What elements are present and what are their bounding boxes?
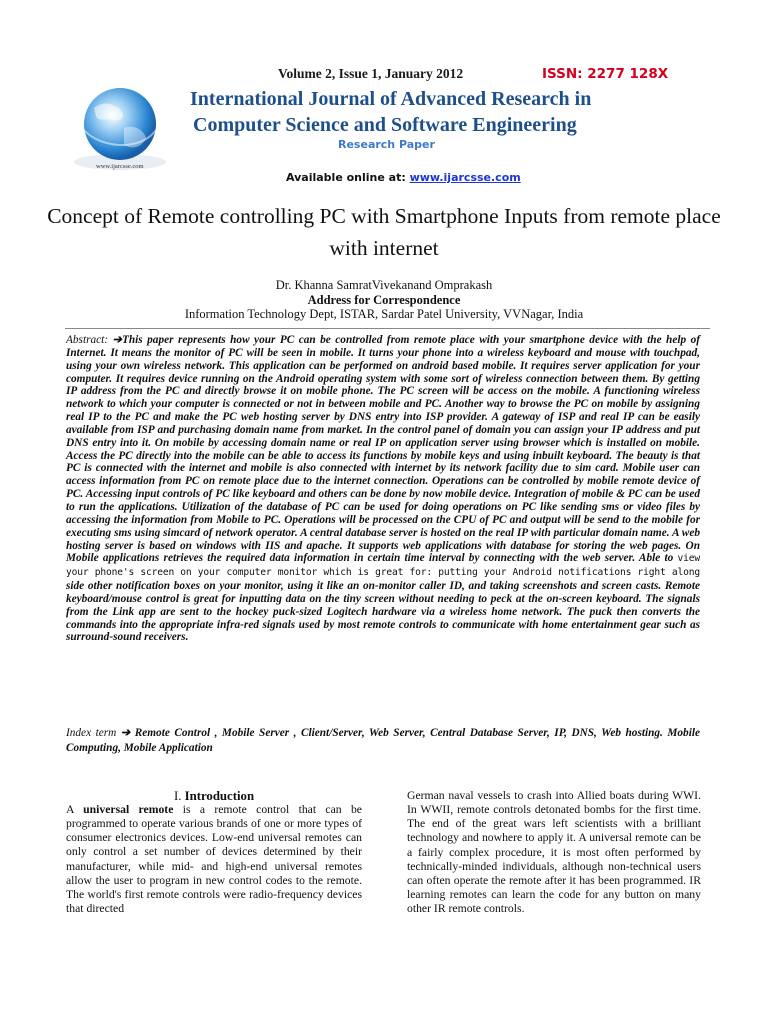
paper-title: Concept of Remote controlling PC with Smartphone Inputs from remote place with internet xyxy=(47,204,721,260)
logo-url-text: www.ijarcsse.com xyxy=(96,163,144,170)
arrow-icon: ➔ xyxy=(112,334,122,346)
issn-label: ISSN: 2277 128X xyxy=(542,66,669,82)
body-column-right xyxy=(407,789,701,916)
available-online-label: Available online at: xyxy=(286,171,410,184)
author-name: Dr. Khanna SamratVivekanand Omprakash xyxy=(275,278,493,292)
body-column-left xyxy=(66,803,362,916)
abstract-label: Abstract: xyxy=(66,334,113,346)
abstract-text-handwritten: view your phone's screen on your computer monitor which is great for: putting your Android notifications right along xyxy=(66,553,700,579)
paper-type-label: Research Paper xyxy=(338,138,435,151)
body-text-right: German naval vessels to crash into Allied boats during WWI. In WWII, remote controls detonated bombs for the first time. The end of the great wars left scientists with a brilliant technology and nowhere to apply it. A universal remote can be a fairly complex procedure, it is most often performed by technically-minded individuals, although non-technical users can often operate the remote after it has been programmed. IR learning remotes can learn the code for any button on many other IR remote controls. xyxy=(407,789,701,916)
volume-issue-line: Volume 2, Issue 1, January 2012 xyxy=(278,66,464,81)
abstract-text: This paper represents how your PC can be controlled from remote place with your smartphone device with the help of Internet. It means the monitor of PC will be seen in mobile. It turns your phone into a wireless keyboard and mouse with touchpad, using your own wireless network. This application can be performed on android based mobile. It requires server application for your computer. It requires device running on the Android operating system with some sort of wireless connection between them. By getting IP address from the PC and directly browse it on mobile phone. The PC screen will be access on the mobile. A functioning wireless network to which your computer is connected or not in between mobile and PC. Another way to browse the PC on mobile by assigning real IP to the PC and make the PC web hosting server by DNS entry into ISP provider. A gateway of ISP and real IP can be easily available from ISP and purchasing domain name from market. In the control panel of domain you can assign your IP address and put DNS entry into it. On mobile by accessing domain name or real IP on application server using browser which is installed on mobile. Access the PC directly into the mobile can be able to access its functions by mobile keys and using inbuilt keyboard. The beauty is that PC is connected with the internet and mobile is also connected with internet by its network facility due to sim card. Mobile user can access information from PC on remote place due to the internet connection. Operations can be controlled by mobile remote device of PC. Accessing input controls of PC like keyboard and others can be done by now mobile device. Integration of mobile & PC can be used to run the applications. Utilization of the database of PC can be used for doing operations on PC like sending sms or video files by accessing the information from Mobile to PC. Operations will be processed on the CPU of PC and output will be send to the mobile for executing sms using simcard of network operator. A central database server is hosted on the real IP with particular domain name. A web hosting server is based on windows with IIS and apache. It supports web applications with database for storing the web pages. On Mobile applications retrieves the required data information in certain time interval by connecting with the web server. Able to xyxy=(66,334,700,565)
abstract-text-continued: side other notification boxes on your monitor, using it like an on-monitor caller ID, and taking screenshots and screen casts. Remote keyboard/mouse control is great for inputting data on the tiny screen without needing to peck at the on-screen keyboard. The signals from the Link app are sent to the hockey puck-sized Logitech hardware via a wireless home network. The puck then converts the commands into the appropriate infra-red signals used by most remote controls to communicate with home entertainment gear such as surround-sound receivers. xyxy=(66,580,700,644)
available-online-line xyxy=(286,171,521,184)
author-affiliation: Information Technology Dept, ISTAR, Sardar Patel University, VVNagar, India xyxy=(184,307,584,321)
section-heading xyxy=(66,789,362,804)
term-universal-remote: universal remote xyxy=(83,803,174,816)
section-number: I. xyxy=(173,789,185,803)
index-terms-text: Remote Control , Mobile Server , Client/Server, Web Server, Central Database Server, IP, DNS, Web hosting. Mobile Computing, Mobile Application xyxy=(66,727,700,754)
body-text-left: is a remote control that can be programmed to operate various brands of one or more types of consumer electronics devices. Low-end universal remotes can only control a set number of devices determined by their manufacturer, while mid- and high-end universal remotes allow the user to program in new control codes to the remote. The world's first remote controls were radio-frequency devices that directed xyxy=(66,803,362,916)
arrow-icon: ➔ xyxy=(120,727,131,739)
journal-name-line1: International Journal of Advanced Research in xyxy=(190,88,592,110)
journal-website-link[interactable]: www.ijarcsse.com xyxy=(409,171,521,184)
abstract-block xyxy=(66,334,700,644)
journal-logo xyxy=(64,78,182,176)
index-terms-block xyxy=(66,726,700,755)
index-terms-label: Index term xyxy=(66,727,121,739)
section-title: Introduction xyxy=(184,789,255,803)
title-divider xyxy=(65,328,710,329)
journal-name-line2: Computer Science and Software Engineering xyxy=(193,114,577,136)
address-heading: Address for Correspondence xyxy=(307,293,461,307)
globe-logo-icon xyxy=(64,78,182,176)
body-text-start: A xyxy=(66,803,84,816)
